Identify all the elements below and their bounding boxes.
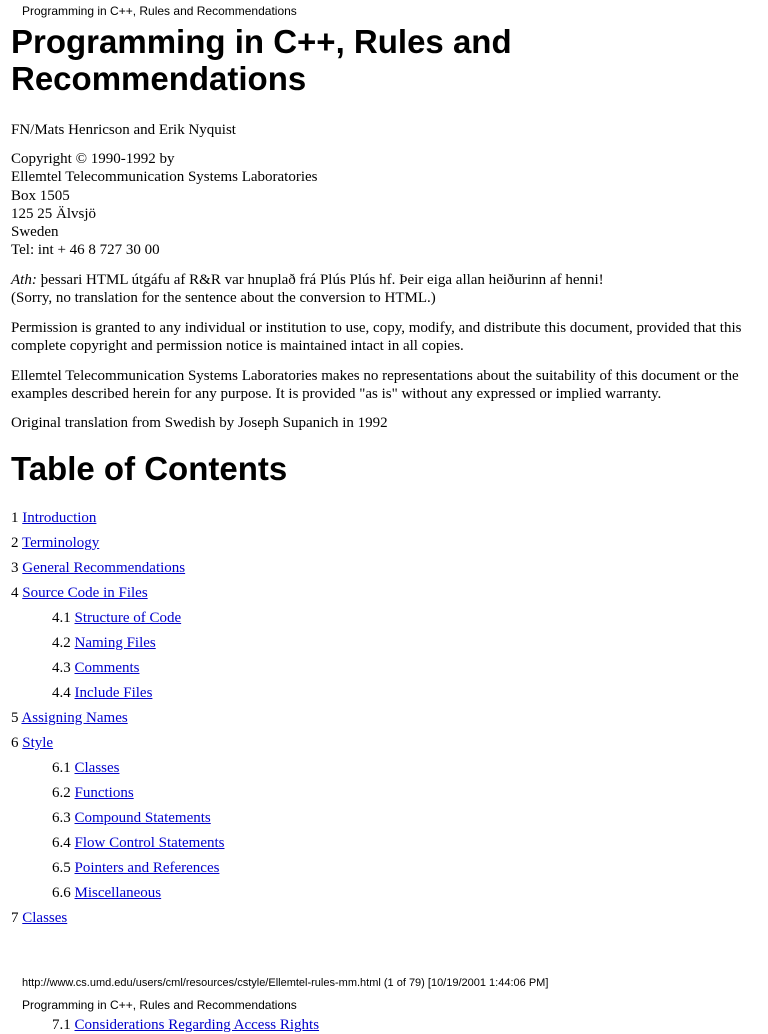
ath-sorry: (Sorry, no translation for the sentence about the conversion to HTML.) [11,290,436,307]
authors: FN/Mats Henricson and Erik Nyquist [11,122,236,138]
address-line: Sweden [11,224,59,241]
toc-link[interactable]: Functions [74,785,134,801]
translation-note: Original translation from Swedish by Joseph Supanich in 1992 [11,415,388,431]
title-line-2: Recommendations [11,60,307,97]
ath-label: Ath: [11,272,37,288]
toc-row [52,634,156,652]
permission-notice: Permission is granted to any individual or institution to use, copy, modify, and distribute this document, provided that this complete copyright and permission notice is maintained intact in all copies. [11,320,742,355]
toc-number: 6 [11,735,19,751]
toc-link[interactable]: Include Files [74,685,153,701]
toc-row [52,884,161,902]
toc-number: 6.5 [52,860,71,876]
toc-number: 5 [11,710,19,726]
address-line: Box 1505 [11,187,70,204]
toc-link[interactable]: Style [22,735,54,751]
toc-row [52,784,134,802]
toc-link[interactable]: Miscellaneous [74,885,162,901]
toc-link[interactable]: Assigning Names [21,710,128,726]
toc-row [11,909,67,927]
toc-number: 3 [11,560,19,576]
ath-note [11,271,751,308]
toc-link[interactable]: Source Code in Files [22,585,148,601]
toc-row [11,509,96,527]
toc-row [11,559,185,577]
toc-row-next-page [52,1016,319,1034]
toc-heading: Table of Contents [11,450,288,487]
address-line: Tel: int + 46 8 727 30 00 [11,242,160,259]
copyright-address [11,150,751,260]
toc-link[interactable]: Considerations Regarding Access Rights [74,1017,320,1033]
toc-row [11,534,99,552]
toc-number: 1 [11,510,19,526]
title-line-1: Programming in C++, Rules and [11,23,512,60]
toc-link[interactable]: Structure of Code [74,610,182,626]
page-title [11,23,512,97]
disclaimer: Ellemtel Telecommunication Systems Laboratories makes no representations about the suitability of this document or the examples described herein for any purpose. It is provided "as is" without any expressed or implied warranty. [11,368,739,403]
toc-row [52,759,120,777]
toc-link[interactable]: Classes [22,910,68,926]
toc-link[interactable]: Pointers and References [74,860,220,876]
toc-link[interactable]: Naming Files [74,635,156,651]
toc-number: 4 [11,585,19,601]
toc-number: 7.1 [52,1017,71,1033]
toc-number: 2 [11,535,19,551]
toc-row [52,809,211,827]
toc-number: 6.6 [52,885,71,901]
toc-link[interactable]: Introduction [22,510,97,526]
toc-number: 6.3 [52,810,71,826]
toc-link[interactable]: Flow Control Statements [74,835,225,851]
toc-row [52,684,152,702]
toc-link[interactable]: Terminology [21,535,100,551]
toc-link[interactable]: General Recommendations [22,560,186,576]
toc-link[interactable]: Comments [74,660,140,676]
toc-row [52,659,140,677]
ath-text: þessari HTML útgáfu af R&R var hnuplað frá Plús Plús hf. Þeir eiga allan heiðurinn af henni! [36,272,604,288]
toc-link[interactable]: Compound Statements [74,810,211,826]
toc-row [52,609,181,627]
toc-number: 6.4 [52,835,71,851]
footer-title: Programming in C++, Rules and Recommendations [22,998,297,1012]
toc-row [11,709,128,727]
address-line: Ellemtel Telecommunication Systems Laboratories [11,169,318,186]
toc-row [11,584,148,602]
toc-number: 6.1 [52,760,71,776]
toc-row [52,834,225,852]
address-line: Copyright © 1990-1992 by [11,151,175,167]
toc-row [11,734,53,752]
address-line: 125 25 Älvsjö [11,205,97,222]
page-header: Programming in C++, Rules and Recommendations [22,4,297,18]
toc-number: 4.3 [52,660,71,676]
toc-number: 7 [11,910,19,926]
toc-number: 4.1 [52,610,71,626]
footer-url: http://www.cs.umd.edu/users/cml/resources/cstyle/Ellemtel-rules-mm.html (1 of 79) [10/19/2001 1:44:06 PM] [22,977,549,989]
toc-number: 4.2 [52,635,71,651]
toc-row [52,859,219,877]
toc-link[interactable]: Classes [74,760,120,776]
toc-number: 6.2 [52,785,71,801]
toc-number: 4.4 [52,685,71,701]
